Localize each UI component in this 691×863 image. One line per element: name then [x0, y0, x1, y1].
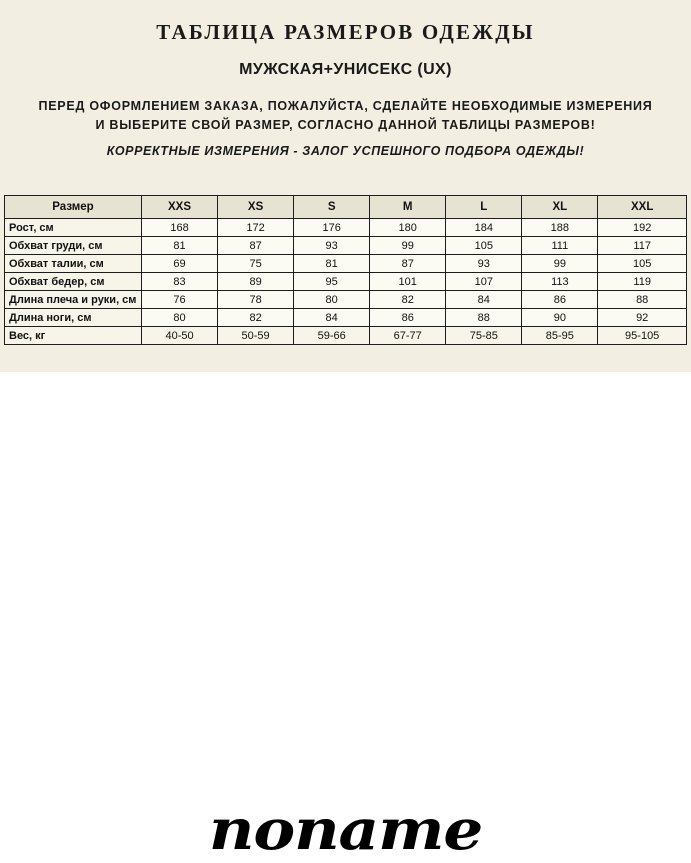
- table-row: [5, 291, 687, 309]
- cell: 89: [218, 273, 294, 291]
- cell: 101: [370, 273, 446, 291]
- cell: 76: [142, 291, 218, 309]
- cell: 84: [294, 309, 370, 327]
- cell: 184: [446, 219, 522, 237]
- cell: 111: [522, 237, 598, 255]
- cell: 84: [446, 291, 522, 309]
- brand-logo: noname: [208, 797, 483, 863]
- cell: 88: [598, 291, 687, 309]
- intro-line-3: КОРРЕКТНЫЕ ИЗМЕРЕНИЯ - ЗАЛОГ УСПЕШНОГО ПОДБОРА ОДЕЖДЫ!: [106, 144, 585, 158]
- row-label: Обхват груди, см: [5, 237, 142, 255]
- size-table: [4, 195, 687, 345]
- row-label: Обхват бедер, см: [5, 273, 142, 291]
- cell: 69: [142, 255, 218, 273]
- cell: 168: [142, 219, 218, 237]
- cell: 40-50: [142, 327, 218, 345]
- table-row: [5, 309, 687, 327]
- cell: 81: [142, 237, 218, 255]
- cell: 80: [142, 309, 218, 327]
- cell: 75-85: [446, 327, 522, 345]
- cell: 95-105: [598, 327, 687, 345]
- cell: 82: [218, 309, 294, 327]
- cell: 117: [598, 237, 687, 255]
- column-header-xs: XS: [218, 196, 294, 219]
- cell: 119: [598, 273, 687, 291]
- cell: 82: [370, 291, 446, 309]
- column-header-m: M: [370, 196, 446, 219]
- cell: 107: [446, 273, 522, 291]
- column-header-xl: XL: [522, 196, 598, 219]
- cell: 88: [446, 309, 522, 327]
- chart-panel: [0, 0, 691, 372]
- page-title: ТАБЛИЦА РАЗМЕРОВ ОДЕЖДЫ: [156, 20, 535, 44]
- intro-line-2: И ВЫБЕРИТЕ СВОЙ РАЗМЕР, СОГЛАСНО ДАННОЙ ТАБЛИЦЫ РАЗМЕРОВ!: [95, 118, 596, 132]
- cell: 87: [370, 255, 446, 273]
- cell: 50-59: [218, 327, 294, 345]
- table-row: [5, 219, 687, 237]
- cell: 105: [598, 255, 687, 273]
- cell: 99: [522, 255, 598, 273]
- row-label: Длина плеча и руки, см: [5, 291, 142, 309]
- cell: 176: [294, 219, 370, 237]
- intro-text: [0, 97, 691, 161]
- column-header-size: Размер: [5, 196, 142, 219]
- row-label: Обхват талии, см: [5, 255, 142, 273]
- cell: 105: [446, 237, 522, 255]
- cell: 113: [522, 273, 598, 291]
- column-header-xxs: XXS: [142, 196, 218, 219]
- column-header-l: L: [446, 196, 522, 219]
- table-row: [5, 273, 687, 291]
- cell: 93: [446, 255, 522, 273]
- cell: 99: [370, 237, 446, 255]
- cell: 92: [598, 309, 687, 327]
- column-header-s: S: [294, 196, 370, 219]
- cell: 81: [294, 255, 370, 273]
- cell: 188: [522, 219, 598, 237]
- cell: 95: [294, 273, 370, 291]
- cell: 90: [522, 309, 598, 327]
- cell: 192: [598, 219, 687, 237]
- cell: 59-66: [294, 327, 370, 345]
- cell: 78: [218, 291, 294, 309]
- cell: 75: [218, 255, 294, 273]
- table-header-row: [5, 196, 687, 219]
- row-label: Длина ноги, см: [5, 309, 142, 327]
- cell: 67-77: [370, 327, 446, 345]
- cell: 86: [522, 291, 598, 309]
- cell: 85-95: [522, 327, 598, 345]
- table-row: [5, 327, 687, 345]
- logo-panel: [0, 372, 691, 863]
- row-label: Рост, см: [5, 219, 142, 237]
- size-table-body: [5, 219, 687, 345]
- size-table-head: [5, 196, 687, 219]
- column-header-xxl: XXL: [598, 196, 687, 219]
- page-subtitle: МУЖСКАЯ+УНИСЕКС (UX): [239, 61, 452, 78]
- cell: 87: [218, 237, 294, 255]
- intro-line-1: ПЕРЕД ОФОРМЛЕНИЕМ ЗАКАЗА, ПОЖАЛУЙСТА, СДЕЛАЙТЕ НЕОБХОДИМЫЕ ИЗМЕРЕНИЯ: [38, 99, 653, 113]
- cell: 172: [218, 219, 294, 237]
- table-row: [5, 237, 687, 255]
- row-label: Вес, кг: [5, 327, 142, 345]
- cell: 83: [142, 273, 218, 291]
- cell: 86: [370, 309, 446, 327]
- table-row: [5, 255, 687, 273]
- cell: 93: [294, 237, 370, 255]
- cell: 180: [370, 219, 446, 237]
- cell: 80: [294, 291, 370, 309]
